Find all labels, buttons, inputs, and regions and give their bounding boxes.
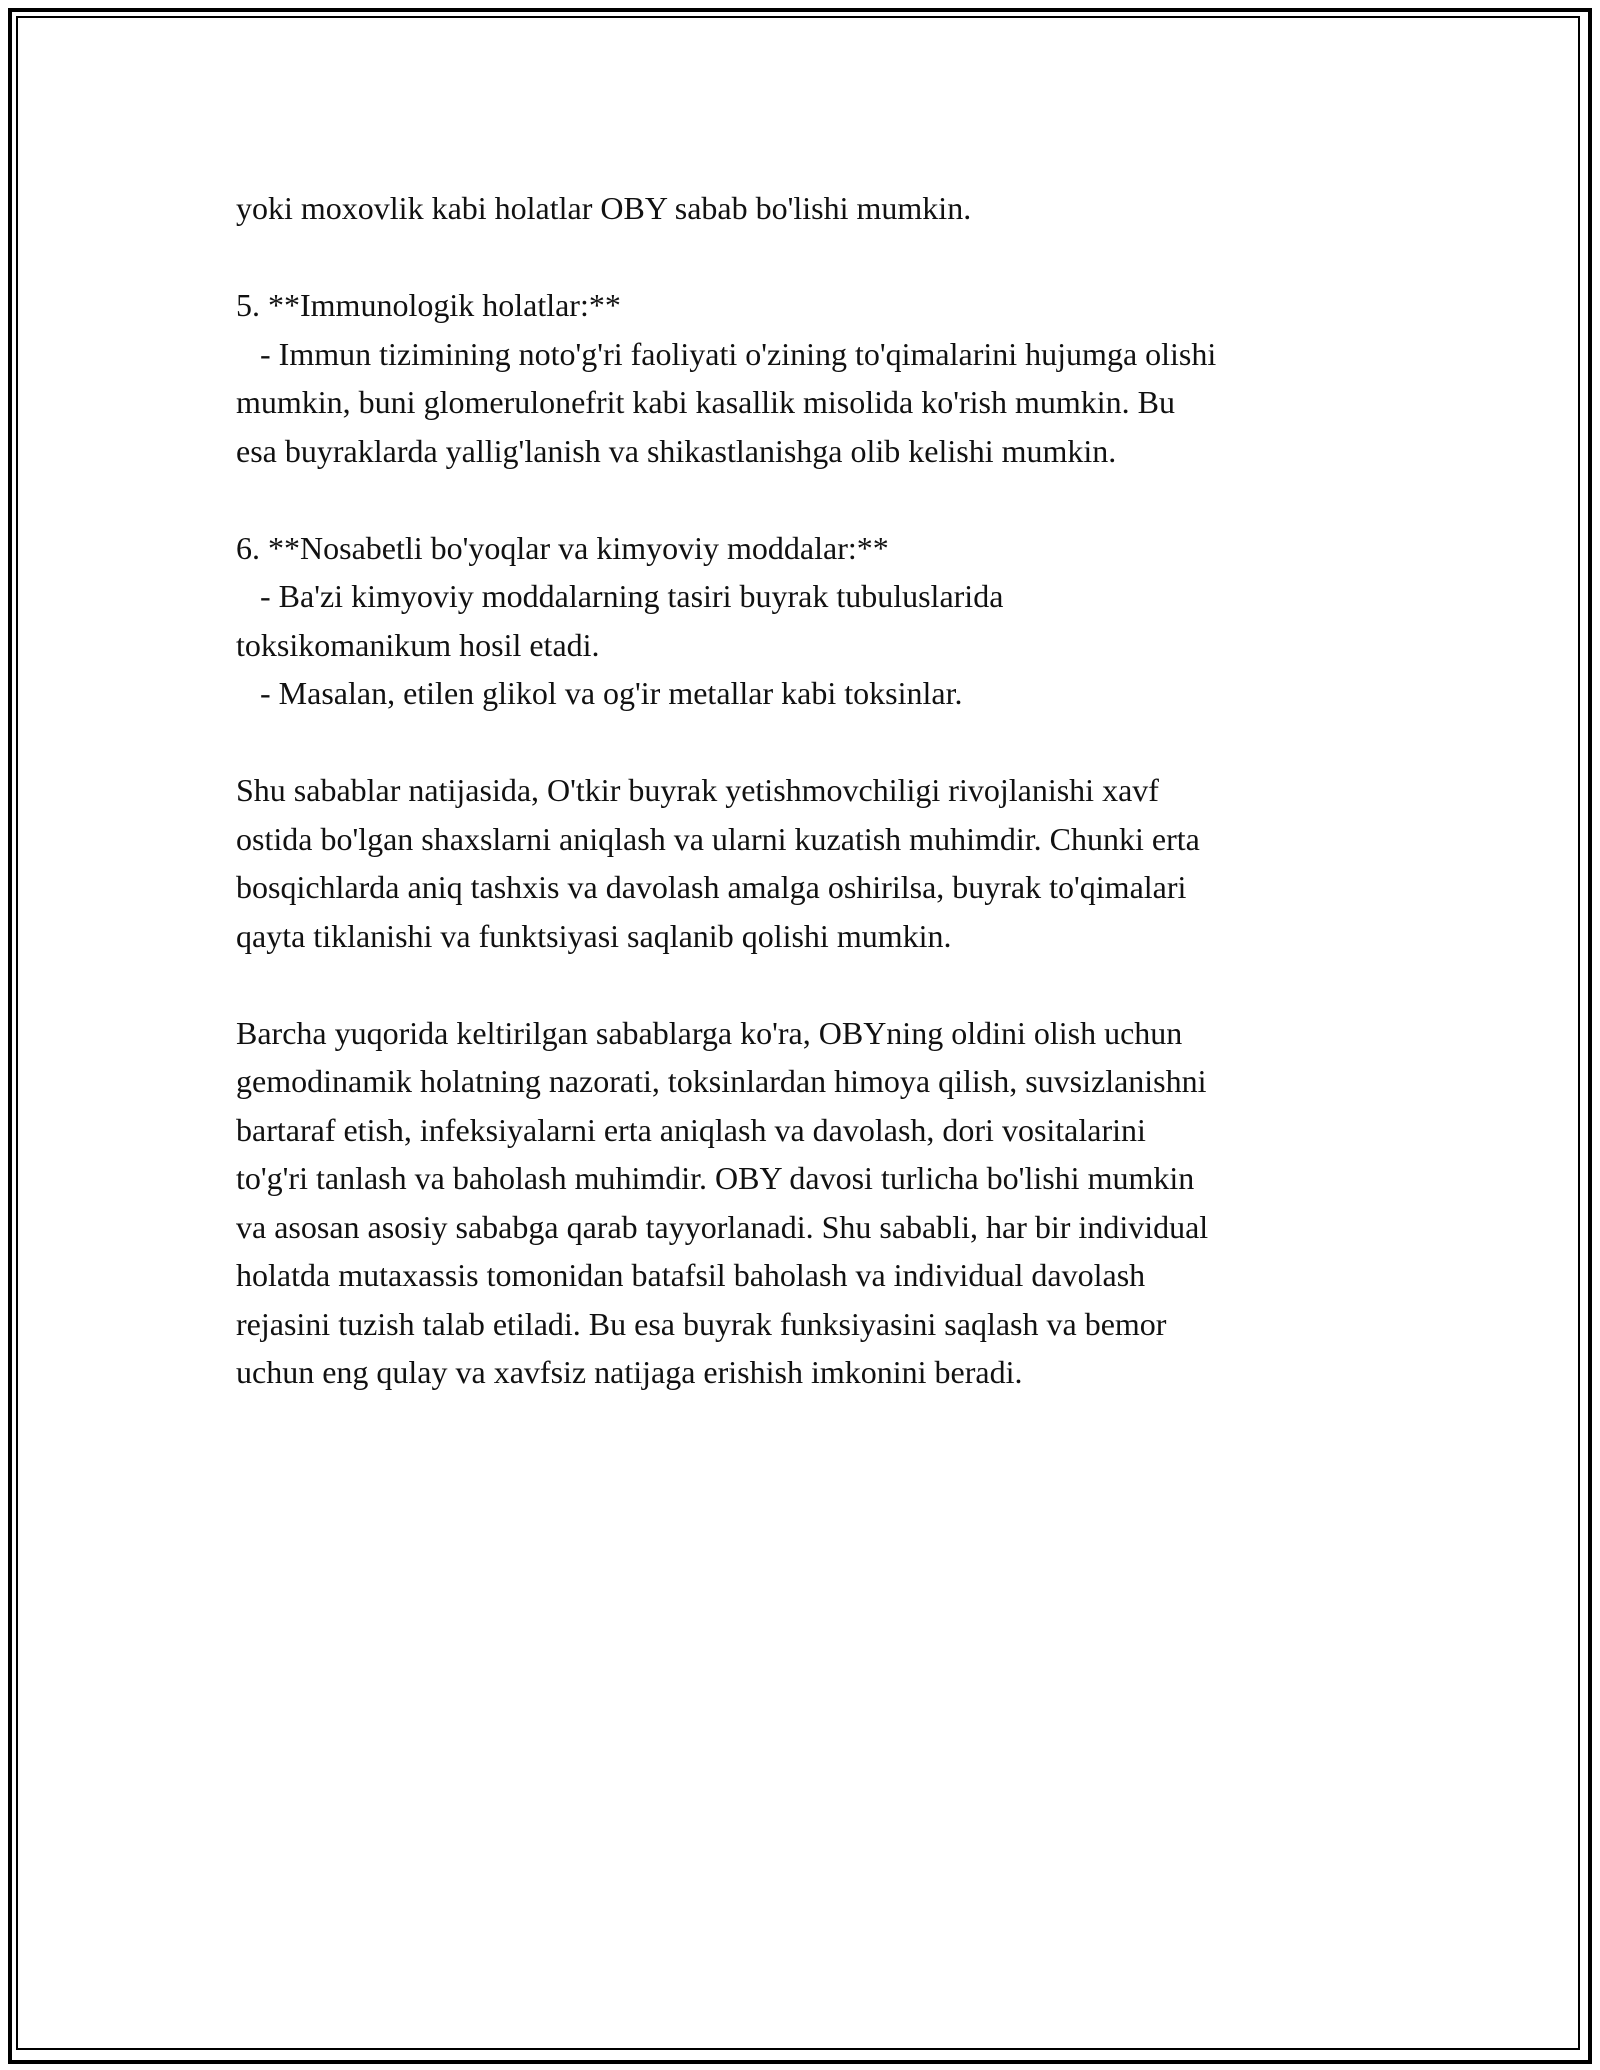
text-line: mumkin, buni glomerulonefrit kabi kasallik misolida ko'rish mumkin. Bu	[236, 384, 1176, 420]
text-line: holatda mutaxassis tomonidan batafsil baholash va individual davolash	[236, 1257, 1146, 1293]
text-line: qayta tiklanishi va funktsiyasi saqlanib qolishi mumkin.	[236, 917, 952, 954]
section-heading: 5. **Immunologik holatlar:**	[236, 287, 621, 323]
text-line: ostida bo'lgan shaxslarni aniqlash va ularni kuzatish muhimdir. Chunki erta	[236, 820, 1200, 857]
text-line: - Ba'zi kimyoviy moddalarning tasiri buyrak tubuluslarida	[236, 578, 1004, 614]
section-heading: 6. **Nosabetli bo'yoqlar va kimyoviy moddalar:**	[236, 529, 889, 566]
text-line: bartaraf etish, infeksiyalarni erta aniqlash va davolash, dori vositalarini	[236, 1111, 1146, 1148]
text-line: esa buyraklarda yallig'lanish va shikastlanishga olib kelishi mumkin.	[236, 432, 1117, 469]
text-line: - Immun tizimining noto'g'ri faoliyati o'zining to'qimalarini hujumga olishi	[236, 335, 1217, 372]
text-line: to'g'ri tanlash va baholash muhimdir. OBY davosi turlicha bo'lishi mumkin	[236, 1160, 1195, 1196]
text-line: gemodinamik holatning nazorati, toksinlardan himoya qilish, suvsizlanishni	[236, 1063, 1207, 1099]
text-line: uchun eng qulay va xavfsiz natijaga erishish imkonini beradi.	[236, 1354, 1023, 1390]
text-line: rejasini tuzish talab etiladi. Bu esa buyrak funksiyasini saqlash va bemor	[236, 1305, 1167, 1342]
text-line: Shu sabablar natijasida, O'tkir buyrak yetishmovchiligi rivojlanishi xavf	[236, 772, 1159, 808]
text-line: - Masalan, etilen glikol va og'ir metallar kabi toksinlar.	[236, 675, 963, 711]
text-line: bosqichlarda aniq tashxis va davolash amalga oshirilsa, buyrak to'qimalari	[236, 869, 1187, 905]
paragraph-gap	[236, 233, 1386, 282]
text-line: toksikomanikum hosil etadi.	[236, 626, 600, 663]
paragraph-gap	[236, 960, 1386, 1009]
paragraph-gap	[236, 718, 1386, 767]
text-line: va asosan asosiy sababga qarab tayyorlanadi. Shu sababli, har bir individual	[236, 1208, 1209, 1245]
text-line: Barcha yuqorida keltirilgan sabablarga ko'ra, OBYning oldini olish uchun	[236, 1014, 1183, 1051]
paragraph-gap	[236, 475, 1386, 524]
document-body	[236, 184, 1386, 1397]
text-line: yoki moxovlik kabi holatlar OBY sabab bo'lishi mumkin.	[236, 190, 972, 226]
